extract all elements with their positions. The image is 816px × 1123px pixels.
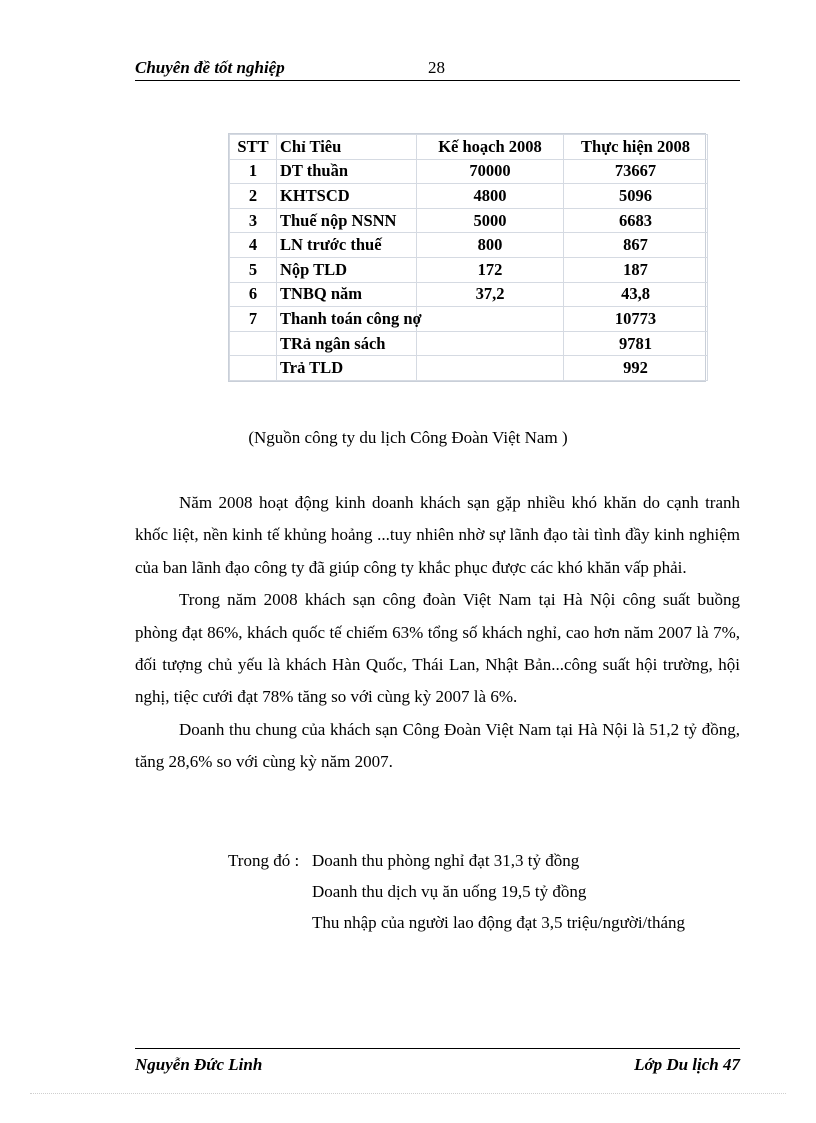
table-row (230, 184, 708, 209)
footer-author: Nguyễn Đức Linh (135, 1055, 263, 1074)
cell-plan (417, 356, 564, 381)
table-row (230, 307, 708, 332)
page-header (135, 58, 740, 81)
cell-actual: 187 (564, 257, 708, 282)
cell-stt: 3 (230, 208, 277, 233)
page-edge-divider (30, 1093, 786, 1094)
table-row (230, 159, 708, 184)
footer-class: Lớp Du lịch 47 (634, 1055, 740, 1074)
cell-indicator: Thuế nộp NSNN (277, 208, 417, 233)
page-number: 28 (428, 58, 445, 77)
breakdown-row (228, 907, 748, 938)
cell-plan (417, 307, 564, 332)
table-row (230, 208, 708, 233)
cell-indicator: TRả ngân sách (277, 331, 417, 356)
breakdown-item: Thu nhập của người lao động đạt 3,5 triệu/người/tháng (312, 913, 686, 932)
cell-actual: 867 (564, 233, 708, 258)
cell-plan (417, 331, 564, 356)
paragraph: Doanh thu chung của khách sạn Công Đoàn Việt Nam tại Hà Nội là 51,2 tỷ đồng, tăng 28,6% so với cùng kỳ năm 2007. (135, 719, 740, 772)
table-row (230, 331, 708, 356)
cell-actual: 6683 (564, 208, 708, 233)
cell-indicator: Nộp TLD (277, 257, 417, 282)
cell-actual: 5096 (564, 184, 708, 209)
cell-indicator: Trả TLD (277, 356, 417, 381)
cell-stt: 2 (230, 184, 277, 209)
revenue-breakdown (228, 845, 748, 938)
cell-indicator: DT thuần (277, 159, 417, 184)
cell-stt: 5 (230, 257, 277, 282)
cell-stt (230, 331, 277, 356)
page-footer (135, 1048, 740, 1075)
column-header: STT (230, 135, 277, 160)
cell-indicator: TNBQ năm (277, 282, 417, 307)
cell-indicator: Thanh toán công nợ (277, 307, 417, 332)
table-header-row (230, 135, 708, 160)
cell-actual: 992 (564, 356, 708, 381)
column-header: Chỉ Tiêu (277, 135, 417, 160)
breakdown-lead: Trong đó : (228, 851, 300, 870)
table-row (230, 233, 708, 258)
cell-indicator: KHTSCD (277, 184, 417, 209)
table-row (230, 356, 708, 381)
breakdown-item: Doanh thu dịch vụ ăn uống 19,5 tỷ đồng (312, 882, 587, 901)
breakdown-row (228, 876, 748, 907)
cell-actual: 9781 (564, 331, 708, 356)
paragraph: Năm 2008 hoạt động kinh doanh khách sạn gặp nhiều khó khăn do cạnh tranh khốc liệt, nền kinh tế khủng hoảng ...tuy nhiên nhờ sự lãnh đạo tài tình đầy kinh nghiệm của ban lãnh đạo công ty đã giúp công ty khắc phục được các khó khăn vấp phải. (135, 493, 740, 577)
cell-plan: 4800 (417, 184, 564, 209)
cell-stt: 7 (230, 307, 277, 332)
breakdown-row (228, 845, 748, 876)
cell-actual: 10773 (564, 307, 708, 332)
cell-indicator: LN trước thuế (277, 233, 417, 258)
body-text (135, 487, 740, 779)
table-row (230, 282, 708, 307)
indicator-table (229, 134, 708, 381)
paragraph: Trong năm 2008 khách sạn công đoàn Việt Nam tại Hà Nội công suất buồng phòng đạt 86%, khách quốc tế chiếm 63% tổng số khách nghỉ, cao hơn năm 2007 là 7%, đối tượng chủ yếu là khách Hàn Quốc, Thái Lan, Nhật Bản...công suất hội trường, hội nghị, tiệc cưới đạt 78% tăng so với cùng kỳ 2007 là 6%. (135, 590, 740, 707)
indicator-table-frame (228, 133, 706, 382)
cell-stt (230, 356, 277, 381)
cell-stt: 1 (230, 159, 277, 184)
document-title: Chuyên đề tốt nghiệp (135, 58, 285, 77)
column-header: Kế hoạch 2008 (417, 135, 564, 160)
cell-plan: 70000 (417, 159, 564, 184)
column-header: Thực hiện 2008 (564, 135, 708, 160)
cell-actual: 73667 (564, 159, 708, 184)
cell-plan: 172 (417, 257, 564, 282)
cell-stt: 6 (230, 282, 277, 307)
cell-actual: 43,8 (564, 282, 708, 307)
cell-plan: 37,2 (417, 282, 564, 307)
table-source-note: (Nguồn công ty du lịch Công Đoàn Việt Nam ) (248, 428, 568, 447)
cell-plan: 5000 (417, 208, 564, 233)
cell-stt: 4 (230, 233, 277, 258)
breakdown-item: Doanh thu phòng nghỉ đạt 31,3 tỷ đồng (312, 851, 580, 870)
cell-plan: 800 (417, 233, 564, 258)
table-row (230, 257, 708, 282)
